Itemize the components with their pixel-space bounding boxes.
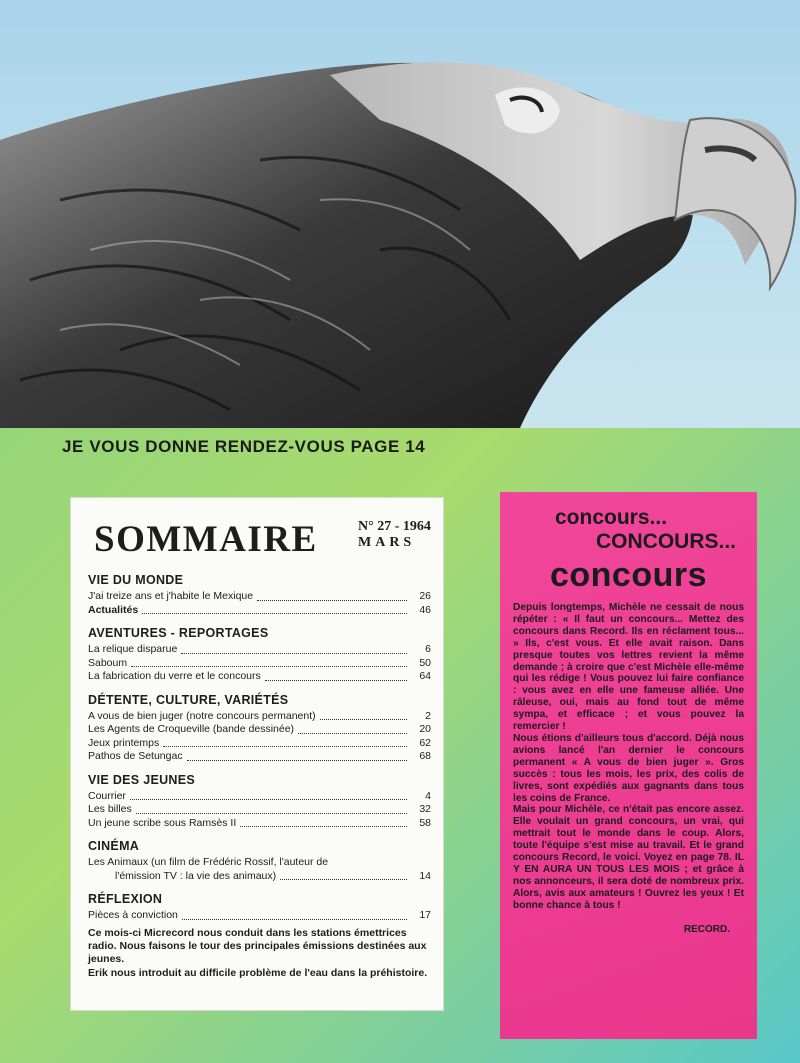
section-title: VIE DES JEUNES	[88, 772, 196, 787]
concours-signature: RECORD.	[683, 923, 730, 935]
entry-title: Pathos de Setungac	[88, 750, 183, 762]
toc-entry[interactable]	[88, 670, 431, 684]
entry-page: 50	[419, 656, 431, 669]
entry-page: 64	[419, 670, 431, 682]
toc-note: Ce mois-ci Micrecord nous conduit dans les stations émettrices radio. Nous faisons le tour des principales émissions destinées aux jeunes.	[88, 926, 427, 965]
toc-header	[88, 512, 431, 564]
issue-month: MARS	[358, 535, 416, 550]
entry-title: Saboum	[88, 656, 128, 669]
toc-entry[interactable]	[88, 909, 431, 923]
concours-paragraph: Nous étions d'ailleurs tous d'accord. Déjà nous avions lancé l'an dernier le concours permanent « A vous de bien juger ». Gros succès : tous les mois, les prix, des colis de livres, sont expédiés aux gagnants dans tous les coins de France.	[513, 732, 744, 804]
toc-entry[interactable]	[88, 723, 431, 737]
entry-title: Les billes	[88, 803, 132, 815]
section-reflexion	[88, 892, 431, 923]
entry-title: Jeux printemps	[88, 736, 160, 749]
concours-paragraph: Depuis longtemps, Michèle ne cessait de nous répéter : « Il faut un concours... Mettez des concours dans Record. Ils en réclament tous... » Ils, c'est vous. Et elle avait raison. Dans presque toutes vos lettres revient la même demande ; à croire que c'est Michèle elle-même qui les rédige ! Vous pouvez lui faire confiance : vous avez en elle une fameuse alliée. Une râleuse, oui, mais au fond tout de même sympa, et efficace ; et vous pouvez la remercier !	[513, 602, 744, 733]
entry-title: Les Agents de Croqueville (bande dessinée)	[88, 723, 295, 735]
section-vie-du-monde	[88, 573, 431, 617]
section-aventures-reportages	[88, 626, 431, 684]
concours-heading-3: concours	[549, 556, 708, 594]
entry-page: 58	[419, 816, 431, 829]
entry-title: La relique disparue	[88, 643, 178, 655]
section-title: CINÉMA	[88, 839, 140, 853]
section-title: DÉTENTE, CULTURE, VARIÉTÉS	[88, 692, 289, 707]
headline: JE VOUS DONNE RENDEZ-VOUS PAGE 14	[62, 437, 426, 456]
section-title: AVENTURES - REPORTAGES	[88, 626, 269, 640]
entry-page: 17	[419, 909, 431, 921]
entry-title: J'ai treize ans et j'habite le Mexique	[88, 590, 254, 602]
entry-title-continued: l'émission TV : la vie des animaux)	[115, 869, 277, 882]
issue-info	[358, 519, 431, 551]
toc-entry[interactable]	[88, 737, 431, 751]
section-title: VIE DU MONDE	[88, 573, 184, 587]
toc-entry[interactable]	[88, 657, 431, 671]
section-detente-culture-varietes	[88, 693, 431, 764]
concours-paragraph: Mais pour Michèle, ce n'était pas encore assez. Elle voulait un grand concours, un vrai, qui mettrait tout le monde dans le coup. Alors, toute l'équipe s'est mise au travail. Et le grand concours Record, le voici. Voyez en page 78. IL Y EN AURA UN TOUS LES MOIS ; et grâce à nos annonceurs, il sera doté de nombreux prix. Alors, avis aux amateurs ! Ouvrez les yeux ! Et bonne chance à tous !	[513, 804, 744, 911]
entry-page: 46	[419, 603, 431, 616]
entry-page: 14	[419, 869, 431, 882]
entry-title: Un jeune scribe sous Ramsès II	[88, 816, 237, 829]
entry-title: Actualités	[88, 603, 139, 616]
entry-title: Pièces à conviction	[88, 909, 178, 921]
toc-entry[interactable]	[88, 750, 431, 764]
entry-page: 68	[419, 750, 431, 762]
toc-entry[interactable]	[88, 643, 431, 657]
concours-box	[500, 492, 757, 1039]
toc-entry[interactable]	[88, 856, 431, 883]
toc-entry[interactable]	[88, 710, 431, 724]
entry-title: La fabrication du verre et le concours	[88, 670, 261, 682]
section-vie-des-jeunes	[88, 773, 431, 831]
concours-heading-1: concours...	[555, 506, 668, 529]
entry-page: 4	[425, 789, 431, 802]
toc-title: SOMMAIRE	[94, 519, 318, 560]
toc-entry[interactable]	[88, 817, 431, 831]
toc-entry[interactable]	[88, 790, 431, 804]
table-of-contents	[70, 497, 444, 1011]
section-cinema	[88, 839, 431, 883]
concours-text	[513, 602, 744, 912]
section-title: RÉFLEXION	[88, 892, 163, 906]
toc-entry[interactable]	[88, 604, 431, 618]
entry-page: 32	[419, 803, 431, 815]
issue-number: N° 27 - 1964	[358, 519, 431, 534]
toc-entry[interactable]	[88, 803, 431, 817]
entry-page: 2	[425, 709, 431, 722]
entry-page: 62	[419, 736, 431, 749]
entry-title: Courrier	[88, 789, 126, 802]
concours-heading-2: CONCOURS...	[595, 530, 736, 553]
entry-page: 26	[419, 590, 431, 602]
toc-entry[interactable]	[88, 590, 431, 604]
entry-page: 6	[425, 643, 431, 655]
eagle-photo	[0, 0, 800, 428]
eagle-illustration	[0, 0, 800, 428]
entry-title: A vous de bien juger (notre concours permanent)	[88, 709, 316, 722]
entry-page: 20	[419, 723, 431, 735]
entry-title: Les Animaux (un film de Frédéric Rossif, l'auteur de	[88, 856, 329, 868]
toc-note: Erik nous introduit au difficile problème de l'eau dans la préhistoire.	[88, 966, 428, 979]
